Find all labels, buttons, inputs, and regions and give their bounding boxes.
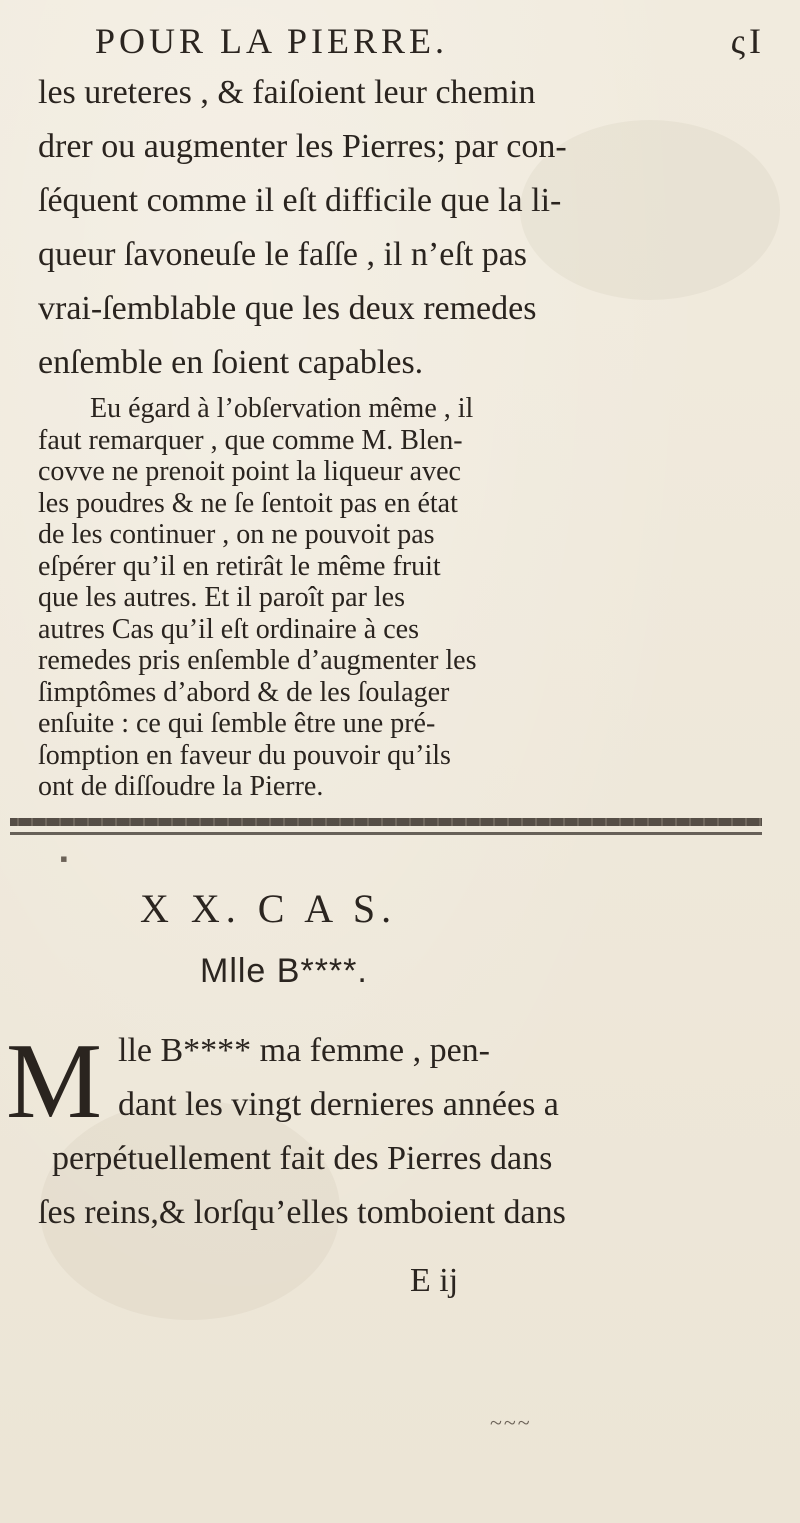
text-line: enſemble en ſoient capables. [38, 344, 424, 381]
text-line: les poudres & ne ſe ſentoit pas en état [38, 487, 458, 519]
signature-text: E ij [410, 1262, 459, 1299]
text-line: autres Cas qu’il eſt ordinaire à ces [38, 613, 419, 645]
text-line: vrai-ſemblable que les deux remedes [38, 290, 537, 327]
text-line: drer ou augmenter les Pierres; par con- [38, 128, 567, 165]
text-line: ſéquent comme il eſt difficile que la li- [38, 182, 562, 219]
drop-cap: M [6, 1022, 103, 1141]
text-line: les ureteres , & faiſoient leur chemin [38, 74, 536, 111]
text-line: covve ne prenoit point la liqueur avec [38, 456, 461, 487]
page-number: ςI [730, 21, 765, 61]
case-subheading-text: Mlle B****. [200, 952, 368, 990]
text-line: ſes reins,& lorſqu’elles tomboient dans [38, 1194, 566, 1231]
case-heading-text: X X. C A S. [140, 886, 398, 931]
text-line: dant les vingt dernieres années a [118, 1086, 559, 1123]
text-line: eſpérer qu’il en retirât le même fruit [38, 550, 441, 582]
running-head [95, 20, 765, 70]
text-line: de les continuer , on ne pouvoit pas [38, 519, 435, 550]
text-line: enſuite : ce qui ſemble être une pré- [38, 708, 436, 739]
text-line: lle B**** ma femme , pen- [118, 1032, 491, 1069]
text-line: remedes pris enſemble d’augmenter les [38, 645, 477, 676]
text-line: ont de diſſoudre la Pierre. [38, 771, 324, 802]
margin-scribble: ~~~ [490, 1410, 532, 1435]
divider-rule [10, 832, 762, 835]
text-line: perpétuellement fait des Pierres dans [52, 1140, 553, 1177]
ornamental-rule [10, 818, 762, 826]
text-line: ſimptômes d’abord & de les ſoulager [38, 676, 450, 708]
running-head-title: POUR LA PIERRE. [95, 21, 449, 61]
text-line: queur ſavoneuſe le faſſe , il n’eſt pas [38, 236, 528, 273]
text-line: Eu égard à l’obſervation même , il [90, 393, 474, 424]
text-line: faut remarquer , que comme M. Blen- [38, 424, 463, 456]
text-line: que les autres. Et il paroît par les [38, 582, 405, 613]
text-line: ſomption en faveur du pouvoir qu’ils [38, 739, 451, 771]
margin-mark: ▪ [60, 846, 68, 871]
